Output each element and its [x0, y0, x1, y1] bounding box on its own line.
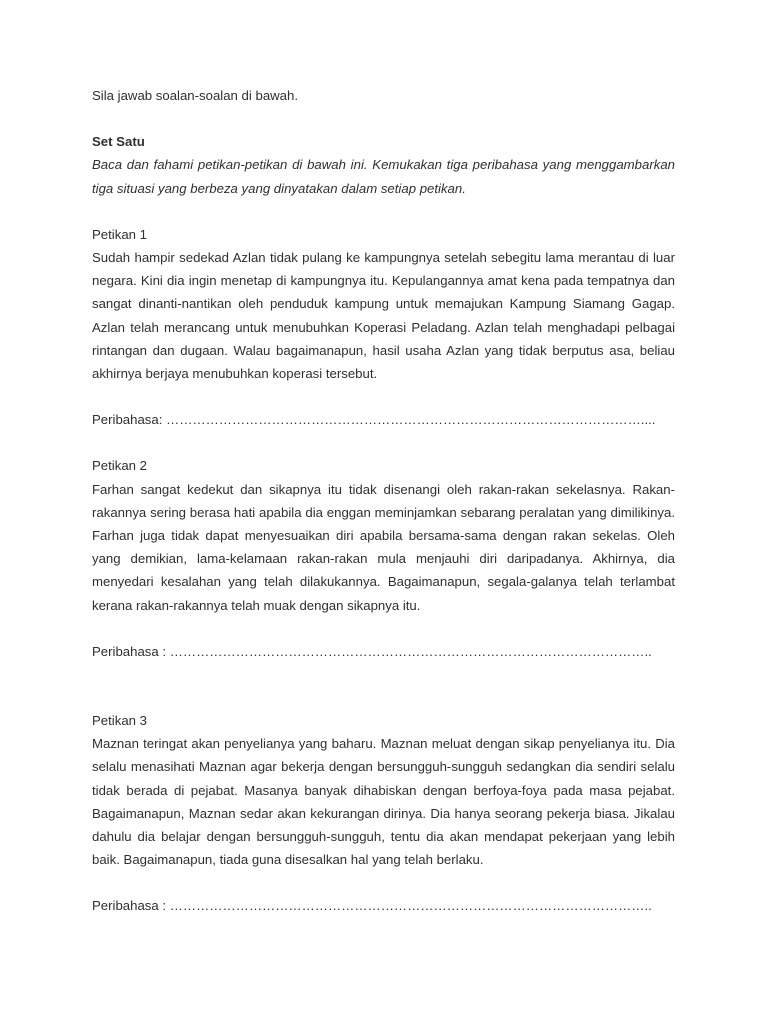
passage-text: Farhan sangat kedekut dan sikapnya itu tidak disenangi oleh rakan-rakan sekelasnya. Rakan-rakannya sering berasa hati apabila dia enggan meminjamkan sebarang peralatan yang dimilikinya. Farhan juga tidak dapat menyesuaikan diri apabila bersama-sama dengan rakan sekelas. Oleh yang demikian, lama-kelamaan rakan-rakan mula menjauhi diri daripadanya. Akhirnya, dia menyedari kesalahan yang telah dilakukannya. Bagaimanapun, segala-galanya telah terlambat kerana rakan-rakannya telah muak dengan sikapnya itu. — [92, 481, 675, 613]
passage-3 — [92, 709, 675, 918]
passage-text: Maznan teringat akan penyelianya yang baharu. Maznan meluat dengan sikap penyelianya itu. Dia selalu menasihati Maznan agar bekerja dengan bersungguh-sungguh sedangkan dia sendiri selalu tidak berada di pejabat. Masanya banyak dihabiskan dengan berfoya-foya pada masa pejabat. Bagaimanapun, Maznan sedar akan kekurangan dirinya. Dia hanya seorang pekerja biasa. Jikalau dahulu dia belajar dengan bersungguh-sungguh, tentu dia akan mendapat pekerjaan yang lebih baik. Bagaimanapun, tiada guna disesalkan hal yang telah berlaku. — [92, 736, 675, 868]
answer-line: Peribahasa: ……………………………………………………………………………………………….... — [92, 412, 656, 428]
passage-text: Sudah hampir sedekad Azlan tidak pulang ke kampungnya setelah sebegitu lama merantau di luar negara. Kini dia ingin menetap di kampungnya itu. Kepulangannya amat kena pada tempatnya dan sangat dinanti-nantikan oleh penduduk kampung untuk memajukan Kampung Siamang Gagap. Azlan telah merancang untuk menubuhkan Koperasi Peladang. Azlan telah menghadapi pelbagai rintangan dan dugaan. Walau bagaimanapun, hasil usaha Azlan yang tidak berputus asa, beliau akhirnya berjaya menubuhkan koperasi tersebut. — [92, 250, 675, 382]
answer-line: Peribahasa : ……………………………………………………………………………………………….. — [92, 898, 652, 914]
instruction-text: Sila jawab soalan-soalan di bawah. — [92, 88, 299, 103]
passage-label: Petikan 3 — [92, 713, 147, 729]
passage-label: Petikan 1 — [92, 226, 147, 242]
set-title: Set Satu — [92, 134, 145, 150]
passage-2 — [92, 454, 675, 663]
passage-1 — [92, 223, 675, 432]
set-directions: Baca dan fahami petikan-petikan di bawah ini. Kemukakan tiga peribahasa yang menggambarkan tiga situasi yang berbeza yang dinyatakan dalam setiap petikan. — [92, 157, 675, 196]
passage-label: Petikan 2 — [92, 458, 147, 474]
answer-line: Peribahasa : ……………………………………………………………………………………………….. — [92, 643, 652, 659]
document-page — [92, 84, 675, 918]
